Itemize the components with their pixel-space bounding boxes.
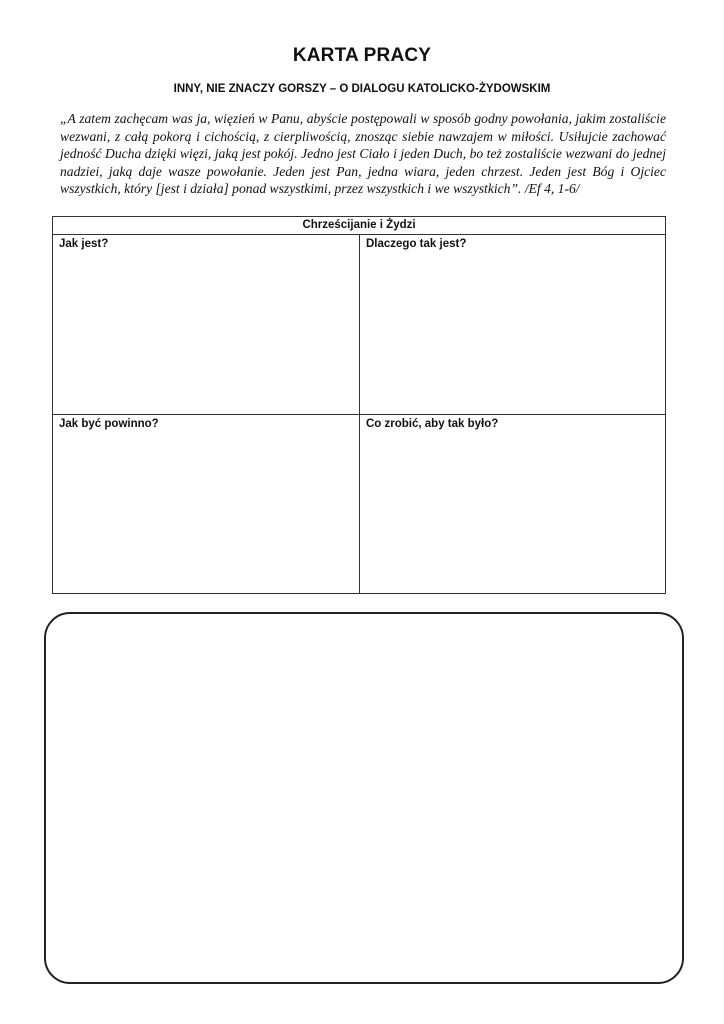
cell-what-to-do[interactable] [360, 415, 665, 593]
cell-label: Dlaczego tak jest? [366, 238, 467, 250]
page-title: KARTA PRACY [292, 45, 432, 66]
bible-quote: „A zatem zachęcam was ja, więzień w Panu, abyście postępowali w sposób godny powołania, jakim zostaliście wezwani, z całą pokorą i cichością, z cierpliwością, znosząc siebie nawzajem w miłości. Usiłujcie zachować jedność Ducha dzięki więzi, jaką jest pokój. Jedno jest Ciało i jeden Duch, bo też zostaliście wezwani do jednej nadziei, jaką daje wasze powołanie. Jeden jest Pan, jedna wiara, jeden chrzest. Jeden jest Bóg i Ojciec wszystkich, który [jest i działa] ponad wszystkimi, przez wszystkich i we wszystkich”. /Ef 4, 1-6/ [60, 111, 666, 196]
page-subtitle: INNY, NIE ZNACZY GORSZY – O DIALOGU KATOLICKO-ŻYDOWSKIM [173, 83, 551, 95]
cell-label: Jak być powinno? [59, 418, 159, 430]
cell-label: Jak jest? [59, 238, 109, 250]
drawing-area[interactable] [44, 612, 684, 984]
cell-how-it-is[interactable] [53, 235, 360, 415]
cell-how-it-should-be[interactable] [53, 415, 360, 593]
worksheet-table [52, 216, 666, 594]
cell-why-it-is[interactable] [360, 235, 665, 415]
cell-label: Co zrobić, aby tak było? [366, 418, 499, 430]
table-header: Chrześcijanie i Żydzi [53, 217, 665, 235]
